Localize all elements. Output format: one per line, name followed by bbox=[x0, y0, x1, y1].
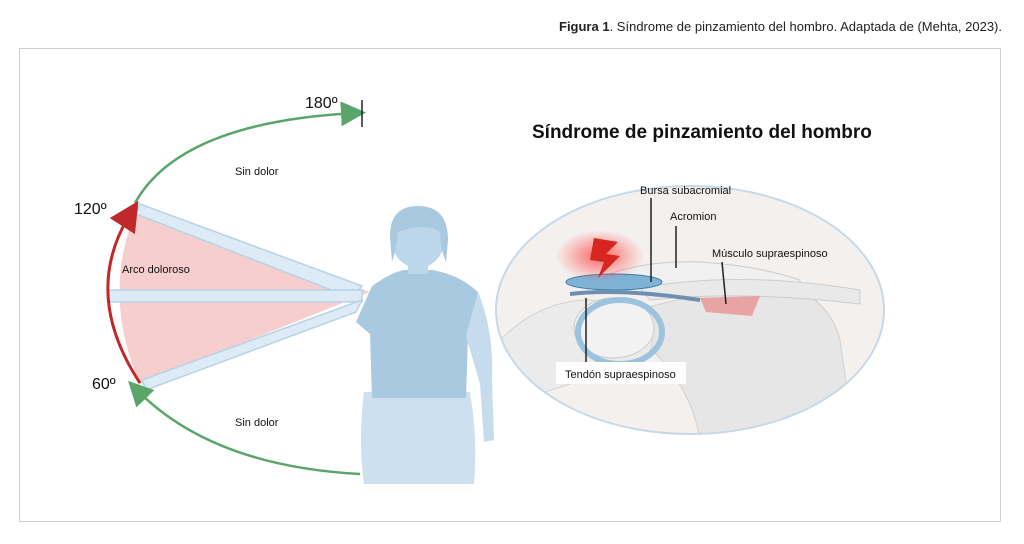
shoulder-detail bbox=[490, 180, 890, 440]
angle-180-label: 180º bbox=[305, 95, 338, 112]
tendon-label: Tendón supraespinoso bbox=[565, 369, 676, 381]
muscle-label: Músculo supraespinoso bbox=[712, 248, 828, 260]
figure-legs bbox=[361, 392, 475, 484]
angle-60-label: 60º bbox=[92, 376, 116, 393]
lower-zone-label: Sin dolor bbox=[235, 417, 279, 429]
middle-zone-label: Arco doloroso bbox=[122, 264, 190, 276]
pain-arc-diagram bbox=[74, 95, 370, 474]
arm-horizontal-90 bbox=[108, 290, 362, 302]
upper-no-pain-arc bbox=[135, 113, 356, 203]
figure-label: Figura 1 bbox=[559, 19, 610, 34]
lower-no-pain-arc bbox=[135, 388, 360, 474]
figure-torso bbox=[356, 270, 486, 398]
angle-120-label: 120º bbox=[74, 201, 107, 218]
human-figure bbox=[356, 206, 494, 484]
upper-zone-label: Sin dolor bbox=[235, 166, 279, 178]
acromion-label: Acromion bbox=[670, 211, 717, 223]
bursa-label: Bursa subacromial bbox=[640, 185, 732, 197]
figure-caption-text: . Síndrome de pinzamiento del hombro. Adaptada de (Mehta, 2023). bbox=[609, 19, 1002, 34]
detail-title: Síndrome de pinzamiento del hombro bbox=[532, 122, 872, 143]
